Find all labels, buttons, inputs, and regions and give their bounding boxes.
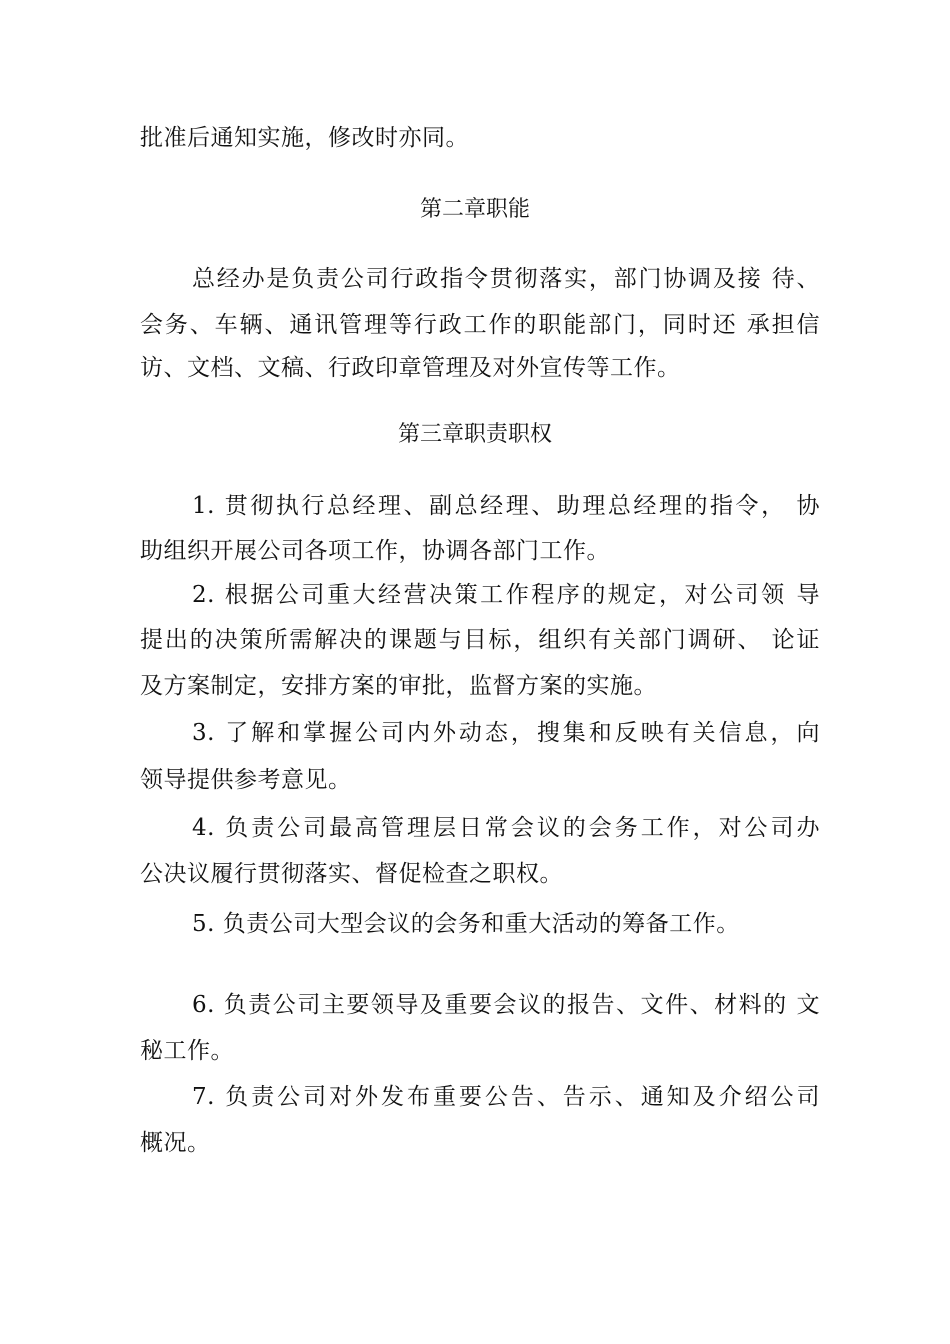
duty-item-1-line: 助组织开展公司各项工作，协调各部门工作。 <box>140 538 610 564</box>
duty-item-2-line: 2. 根据公司重大经营决策工作程序的规定，对公司领 导 <box>192 582 820 608</box>
duty-item-4-line: 公决议履行贯彻落实、督促检查之职权。 <box>140 861 563 887</box>
duty-item-4-line: 4. 负责公司最高管理层日常会议的会务工作，对公司办 <box>192 815 820 841</box>
duty-item-3-line: 3. 了解和掌握公司内外动态，搜集和反映有关信息，向 <box>192 720 820 746</box>
duty-item-3-line: 领导提供参考意见。 <box>140 767 352 793</box>
chapter3-heading: 第三章职责职权 <box>397 422 552 447</box>
chapter2-line: 总经办是负责公司行政指令贯彻落实，部门协调及接 待、 <box>192 266 820 292</box>
duty-item-2-line: 提出的决策所需解决的课题与目标，组织有关部门调研、 论证 <box>140 627 820 653</box>
duty-item-1-line: 1. 贯彻执行总经理、副总经理、助理总经理的指令， 协 <box>192 493 820 519</box>
duty-item-5-line: 5. 负责公司大型会议的会务和重大活动的筹备工作。 <box>192 911 740 937</box>
duty-item-2-line: 及方案制定，安排方案的审批，监督方案的实施。 <box>140 673 657 699</box>
chapter2-line: 访、文档、文稿、行政印章管理及对外宣传等工作。 <box>140 355 681 381</box>
duty-item-7-line: 7. 负责公司对外发布重要公告、告示、通知及介绍公司 <box>192 1084 820 1110</box>
intro-line: 批准后通知实施，修改时亦同。 <box>140 125 469 151</box>
duty-item-7-line: 概况。 <box>140 1130 211 1156</box>
duty-item-6-line: 秘工作。 <box>140 1038 234 1064</box>
duty-item-6-line: 6. 负责公司主要领导及重要会议的报告、文件、材料的 文 <box>192 992 820 1018</box>
chapter2-line: 会务、车辆、通讯管理等行政工作的职能部门，同时还 承担信 <box>140 312 820 338</box>
chapter2-heading: 第二章职能 <box>419 197 530 222</box>
